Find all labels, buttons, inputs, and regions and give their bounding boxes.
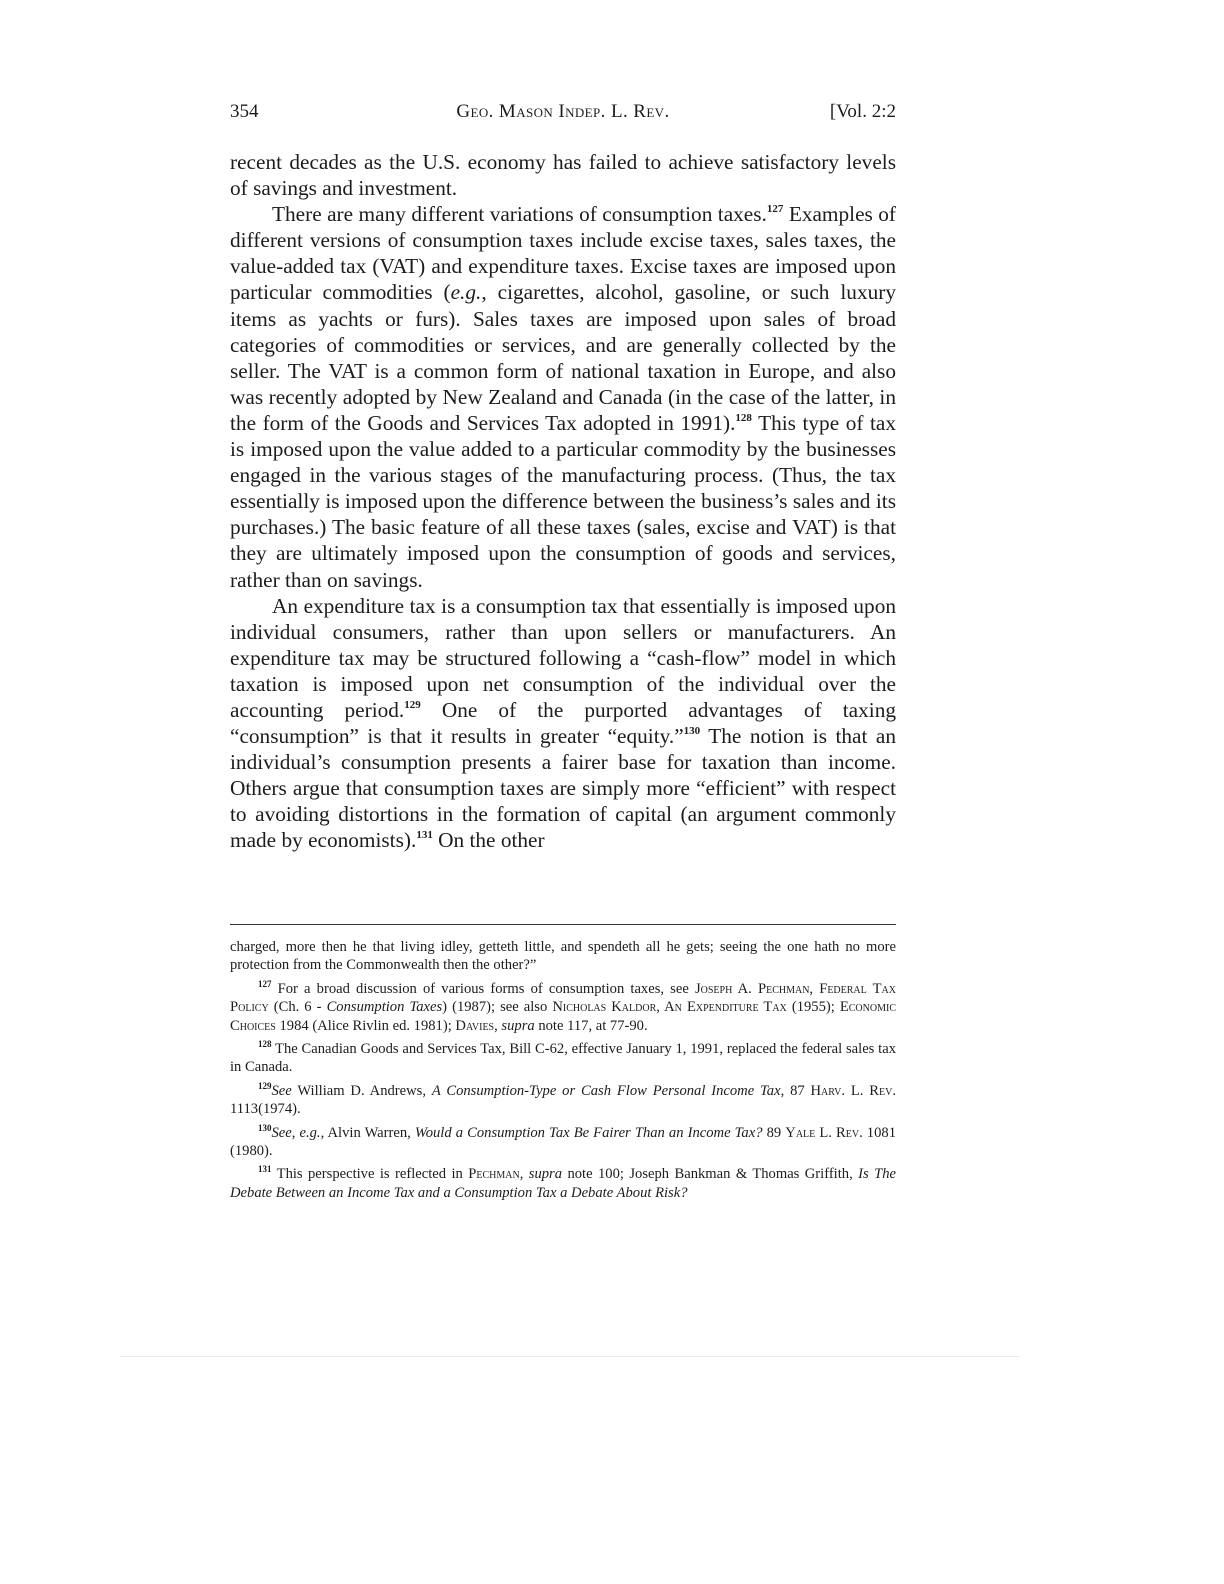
footnote-ref[interactable]: 131 (416, 829, 433, 842)
scan-edge-line (120, 1356, 1020, 1357)
footnote-ref[interactable]: 128 (735, 411, 752, 424)
footnote-ref[interactable]: 127 (766, 203, 784, 216)
volume-label: [Vol. 2:2 (829, 101, 896, 122)
main-text (230, 149, 896, 854)
footnote-131: $^{131}$ This perspective is reflected in Pechman, supra note 100; Joseph Bankman & Thomas Griffith, Is The Debate Between an Income Tax and a Consumption Tax a Debate About Risk? (230, 1164, 897, 1201)
footnote-number: 127 (258, 978, 272, 989)
footnote-130: $^{130}$See, e.g., Alvin Warren, Would a Consumption Tax Be Fairer Than an Income Tax? 89 Yale L. Rev. 1081 (1980). (230, 1122, 896, 1160)
footnote-ref[interactable]: 130 (683, 725, 701, 738)
footnote-number: 130 (258, 1122, 272, 1133)
paragraph: There are many different variations of consumption taxes.$^{127}$ Examples of different versions of consumption taxes include excise taxes, sales taxes, the value-added tax (VAT) and expenditure taxes. Excise taxes are imposed upon particular commodities (e.g., cigarettes, alcohol, gasoline, or such luxury items as yachts or furs). Sales taxes are imposed upon sales of broad categories of commodities or services, and are generally collected by the seller. The VAT is a common form of national taxation in Europe, and also was recently adopted by New Zealand and Canada (in the case of the latter, in the form of the Goods and Services Tax adopted in 1991).$^{128}$ This type of tax is imposed upon the value added to a particular commodity by the businesses engaged in the various stages of the manufacturing process. (Thus, the tax essentially is imposed upon the difference between the business’s sales and its purchases.) The basic feature of all these taxes (sales, excise and VAT) is that they are ultimately imposed upon the consumption of goods and services, rather than on savings. (230, 202, 897, 592)
paragraph: An expenditure tax is a consumption tax that essentially is imposed upon individual consumers, rather than upon sellers or manufacturers. An expenditure tax may be structured following a “cash-flow” model in which taxation is imposed upon net consumption of the individual over the accounting period.$^{129}$ One of the purported advantages of taxing “consumption” is that it results in greater “equity.”$^{130}$ The notion is that an individual’s consumption presents a fairer base for taxation than income. Others argue that consumption taxes are simply more “efficient” with respect to avoiding distortions in the formation of capital (an argument commonly made by economists).$^{131}$ On the other (230, 593, 896, 853)
footnote-divider (230, 924, 896, 925)
paragraph: recent decades as the U.S. economy has failed to achieve satisfactory levels of savings and investment. (230, 150, 896, 201)
footnote-127: $^{127}$ For a broad discussion of various forms of consumption taxes, see Joseph A. Pechman, Federal Tax Policy (Ch. 6 - Consumption Taxes) (1987); see also Nicholas Kaldor, An Expenditure Tax (1955); Economic Choices 1984 (Alice Rivlin ed. 1981); Davies, supra note 117, at 77-90. (230, 978, 896, 1034)
footnote-ref[interactable]: 129 (404, 698, 421, 711)
footnotes (230, 938, 896, 1207)
journal-title: Geo. Mason Indep. L. Rev. (456, 101, 670, 122)
footnote-129: $^{129}$See William D. Andrews, A Consumption-Type or Cash Flow Personal Income Tax, 87 Harv. L. Rev. 1113(1974). (230, 1080, 896, 1118)
footnote-number: 131 (258, 1164, 272, 1175)
footnote-continuation: charged, more then he that living idley, getteth little, and spendeth all he gets; seeing the one hath no more protection from the Commonwealth then the other?” (230, 939, 896, 974)
page-number: 354 (230, 101, 259, 122)
footnote-128: $^{128}$ The Canadian Goods and Services Tax, Bill C-62, effective January 1, 1991, replaced the federal sales tax in Canada. (230, 1039, 896, 1076)
footnote-number: 129 (258, 1080, 272, 1091)
footnote-number: 128 (258, 1039, 272, 1050)
